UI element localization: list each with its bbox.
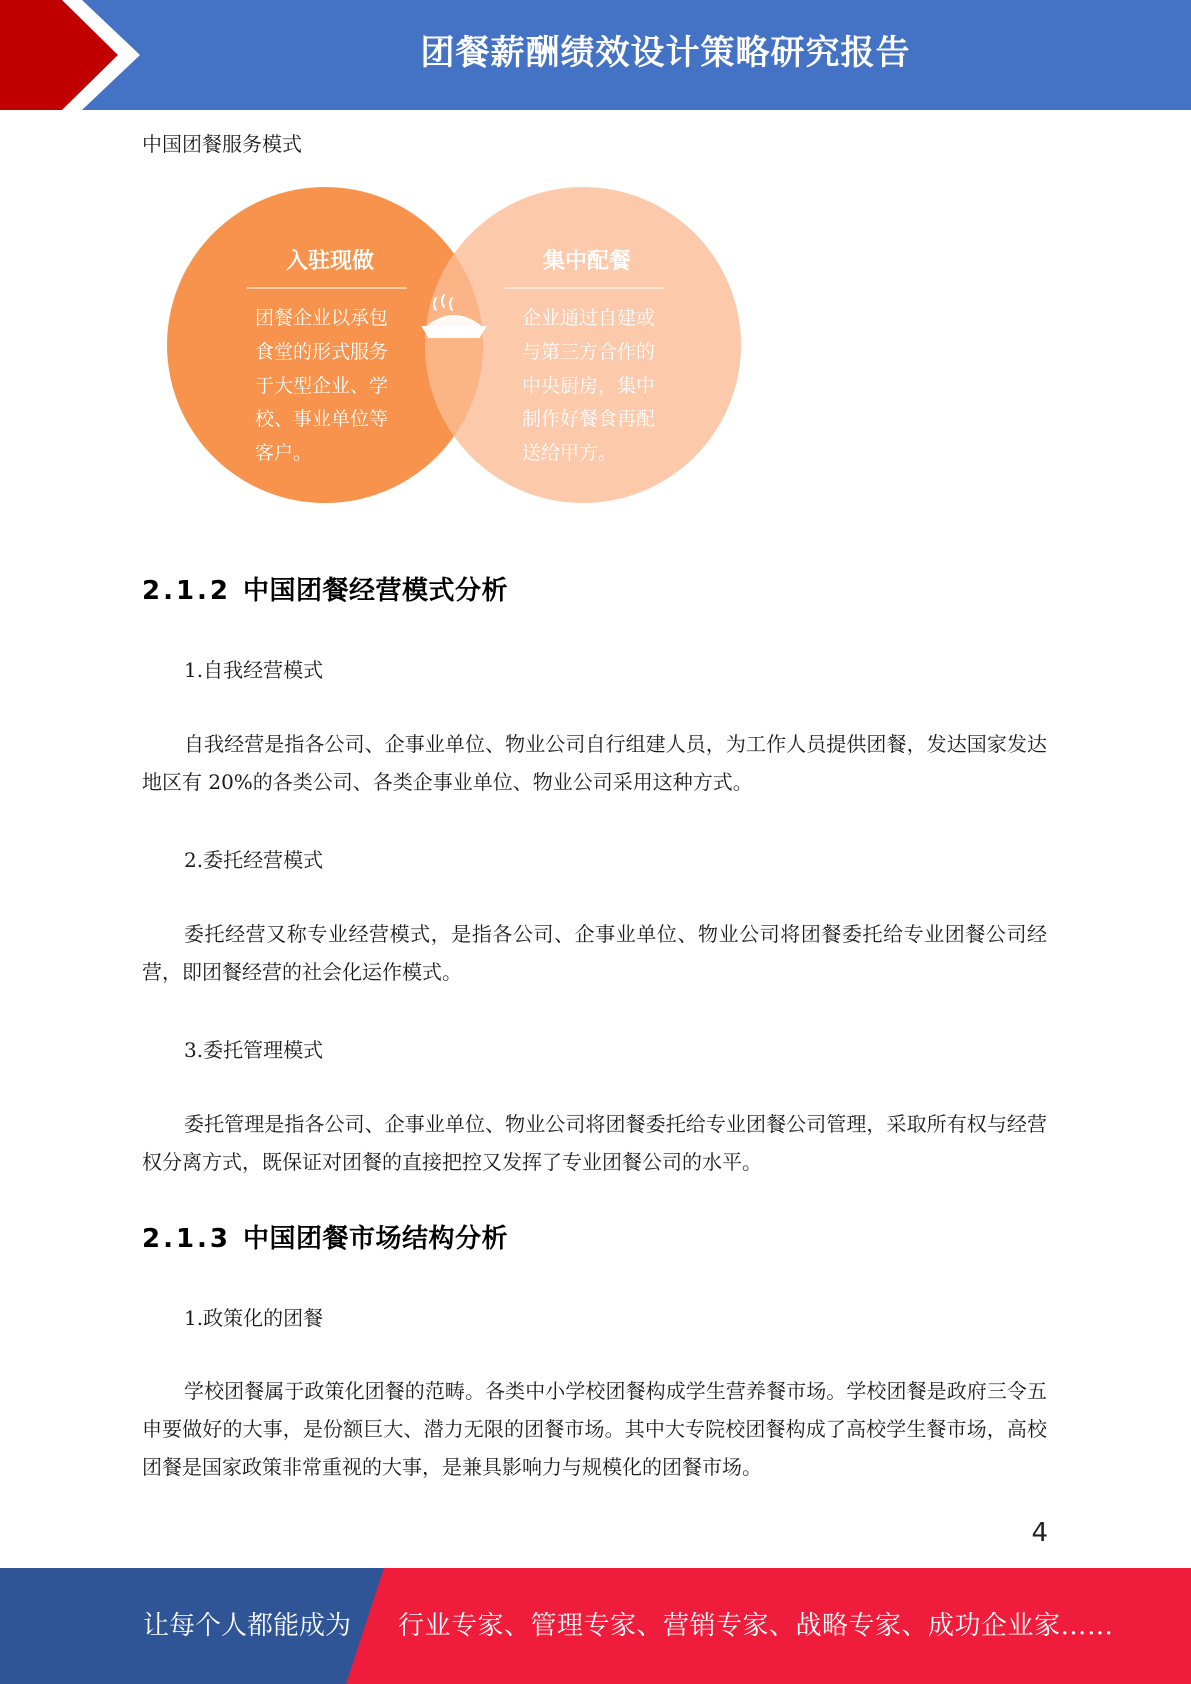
footer-slogan-right: 行业专家、管理专家、营销专家、战略专家、成功企业家……: [398, 1611, 1114, 1641]
section-heading-2-1-2: [142, 570, 508, 607]
venn-right-line: 与第三方合作的: [522, 341, 656, 363]
footer-slogan-left: 让每个人都能成为: [143, 1611, 352, 1641]
venn-right-title: 集中配餐: [542, 249, 632, 274]
body-paragraph: 学校团餐属于政策化团餐的范畴。各类中小学校团餐构成学生营养餐市场。学校团餐是政府三令五申要做好的大事，是份额巨大、潜力无限的团餐市场。其中大专院校团餐构成了高校学生餐市场，高校团餐是国家政策非常重视的大事，是兼具影响力与规模化的团餐市场。: [142, 1379, 1047, 1479]
venn-left-line: 团餐企业以承包: [255, 307, 389, 329]
figure-caption: 中国团餐服务模式: [142, 132, 302, 156]
body-paragraph: 委托经营又称专业经营模式，是指各公司、企事业单位、物业公司将团餐委托给专业团餐公司经营，即团餐经营的社会化运作模式。: [142, 922, 1047, 984]
venn-left-line: 校、事业单位等: [255, 408, 389, 430]
venn-left-title: 入驻现做: [285, 249, 375, 274]
section-title: 中国团餐经营模式分析: [243, 576, 509, 606]
list-item-heading: 3.委托管理模式: [184, 1038, 324, 1062]
venn-right-line: 送给甲方。: [522, 442, 618, 464]
body-paragraph: 委托管理是指各公司、企事业单位、物业公司将团餐委托给专业团餐公司管理，采取所有权与经营权分离方式，既保证对团餐的直接把控又发挥了专业团餐公司的水平。: [142, 1112, 1047, 1174]
list-item-heading: 2.委托经营模式: [184, 848, 324, 872]
venn-left-line: 客户。: [255, 442, 313, 464]
list-item-heading: 1.政策化的团餐: [184, 1306, 324, 1330]
page-footer: [0, 1568, 1191, 1684]
body-paragraph: 自我经营是指各公司、企事业单位、物业公司自行组建人员，为工作人员提供团餐，发达国家发达地区有 20%的各类公司、各类企事业单位、物业公司采用这种方式。: [142, 732, 1047, 794]
service-mode-venn-diagram: [155, 180, 755, 510]
section-number: 2.1.3: [142, 1224, 232, 1254]
venn-right-line: 企业通过自建或: [522, 307, 656, 329]
venn-right-line: 制作好餐食再配: [522, 408, 656, 430]
venn-right-line: 中央厨房，集中: [522, 375, 656, 397]
header-chevron-decoration: [0, 0, 160, 110]
venn-left-line: 于大型企业、学: [255, 375, 389, 397]
section-number: 2.1.2: [142, 576, 232, 606]
page-number: 4: [1031, 1518, 1048, 1548]
page-header: [0, 0, 1191, 110]
section-heading-2-1-3: [142, 1218, 508, 1255]
list-item-heading: 1.自我经营模式: [184, 658, 324, 682]
venn-left-line: 食堂的形式服务: [255, 341, 389, 363]
report-title: 团餐薪酬绩效设计策略研究报告: [420, 33, 911, 73]
section-title: 中国团餐市场结构分析: [243, 1224, 509, 1254]
